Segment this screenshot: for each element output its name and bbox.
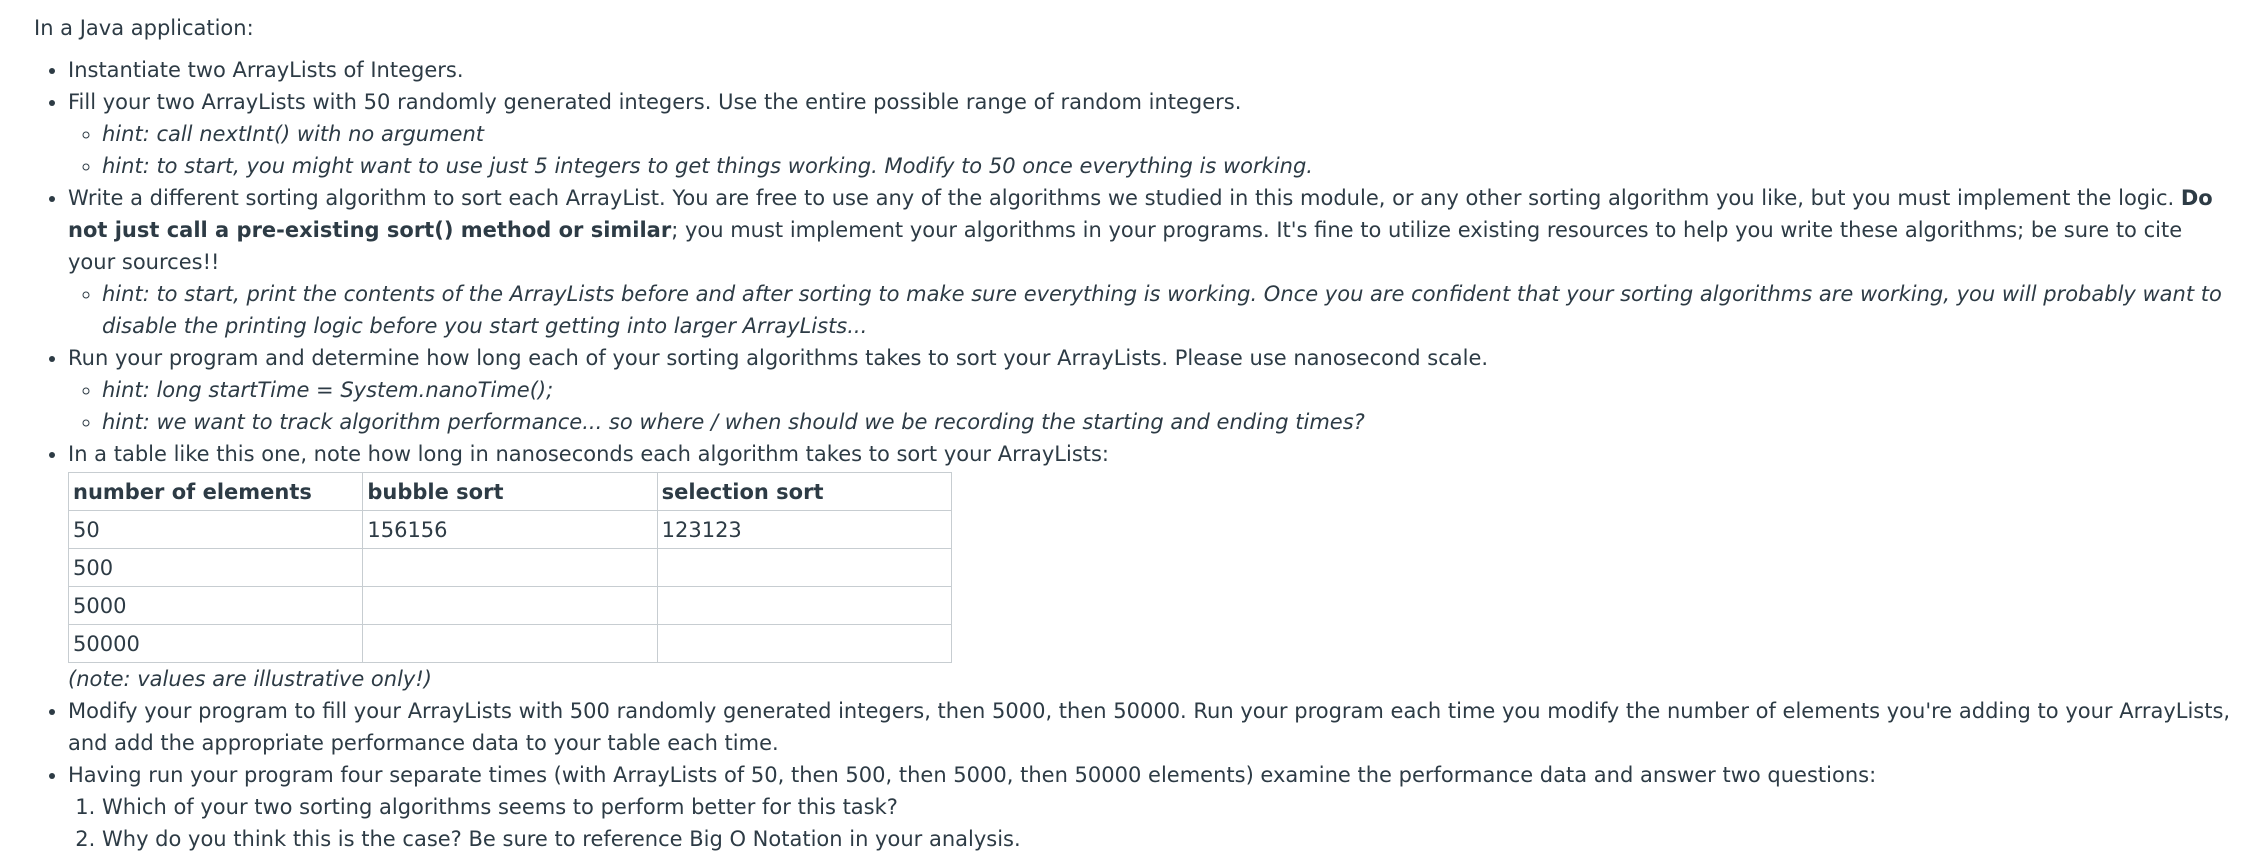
hint-list <box>68 278 2234 342</box>
list-item <box>68 342 2234 438</box>
table-cell: 123123 <box>657 511 951 549</box>
table-cell <box>363 587 657 625</box>
hint-item: ◦ hint: to start, you might want to use just 5 integers to get things working. Modify to 50 once everything is working. <box>102 150 2234 182</box>
list-item <box>68 759 2234 855</box>
intro-text: In a Java application: <box>34 16 254 40</box>
table-row <box>69 625 952 663</box>
table-cell <box>657 587 951 625</box>
table-cell <box>657 625 951 663</box>
item-text: Fill your two ArrayLists with 50 randomly generated integers. Use the entire possible range of random integers. <box>68 90 1242 114</box>
list-item <box>68 695 2234 759</box>
table-note: (note: values are illustrative only!) <box>68 667 432 691</box>
hint-item: ◦ hint: call nextInt() with no argument <box>102 118 2234 150</box>
question-item: 1. Which of your two sorting algorithms seems to perform better for this task? <box>102 791 2234 823</box>
item-text: Instantiate two ArrayLists of Integers. <box>68 58 464 82</box>
item-bold-text: Do not just call a pre-existing sort() method or similar <box>68 186 2213 242</box>
item-text: Run your program and determine how long each of your sorting algorithms takes to sort your ArrayLists. Please use nanosecond scale. <box>68 346 1489 370</box>
performance-table <box>68 472 952 663</box>
item-text: Write a different sorting algorithm to sort each ArrayList. You are free to use any of the algorithms we studied in this module, or any other sorting algorithm you like, but you must implement the logic. <box>68 186 2181 210</box>
table-header-cell: bubble sort <box>363 473 657 511</box>
item-text: Modify your program to fill your ArrayLists with 500 randomly generated integers, then 5000, then 50000. Run your program each time you modify the number of elements you're adding to your ArrayLists, and add the appropriate performance data to your table each time. <box>68 699 2231 755</box>
table-header-cell: number of elements <box>69 473 363 511</box>
table-cell <box>657 549 951 587</box>
hint-item: ◦ hint: long startTime = System.nanoTime(); <box>102 374 2234 406</box>
table-cell <box>363 549 657 587</box>
table-cell: 50 <box>69 511 363 549</box>
list-item <box>68 86 2234 182</box>
table-row <box>69 511 952 549</box>
hint-list <box>68 118 2234 182</box>
hint-item: ◦ hint: we want to track algorithm performance... so where / when should we be recording the starting and ending times? <box>102 406 2234 438</box>
table-cell: 500 <box>69 549 363 587</box>
item-text: In a table like this one, note how long in nanoseconds each algorithm takes to sort your ArrayLists: <box>68 442 1110 466</box>
questions-list <box>68 791 2234 855</box>
hint-item: ◦ hint: to start, print the contents of the ArrayLists before and after sorting to make sure everything is working. Once you are confident that your sorting algorithms are working, you will probably want to disable the printing logic before you start getting into larger ArrayLists... <box>102 278 2234 342</box>
list-item <box>68 54 2234 86</box>
list-item <box>68 438 2234 695</box>
table-cell: 5000 <box>69 587 363 625</box>
instructions-list <box>34 54 2234 855</box>
table-cell: 156156 <box>363 511 657 549</box>
question-item: 2. Why do you think this is the case? Be sure to reference Big O Notation in your analysis. <box>102 823 2234 855</box>
item-text: ; you must implement your algorithms in your programs. It's fine to utilize existing resources to help you write these algorithms; be sure to cite your sources!! <box>68 218 2183 274</box>
item-text: Having run your program four separate times (with ArrayLists of 50, then 500, then 5000, then 50000 elements) examine the performance data and answer two questions: <box>68 763 1877 787</box>
list-item <box>68 182 2234 342</box>
hint-list <box>68 374 2234 438</box>
table-row <box>69 549 952 587</box>
table-cell: 50000 <box>69 625 363 663</box>
table-cell <box>363 625 657 663</box>
table-row <box>69 587 952 625</box>
table-header-cell: selection sort <box>657 473 951 511</box>
table-header-row <box>69 473 952 511</box>
